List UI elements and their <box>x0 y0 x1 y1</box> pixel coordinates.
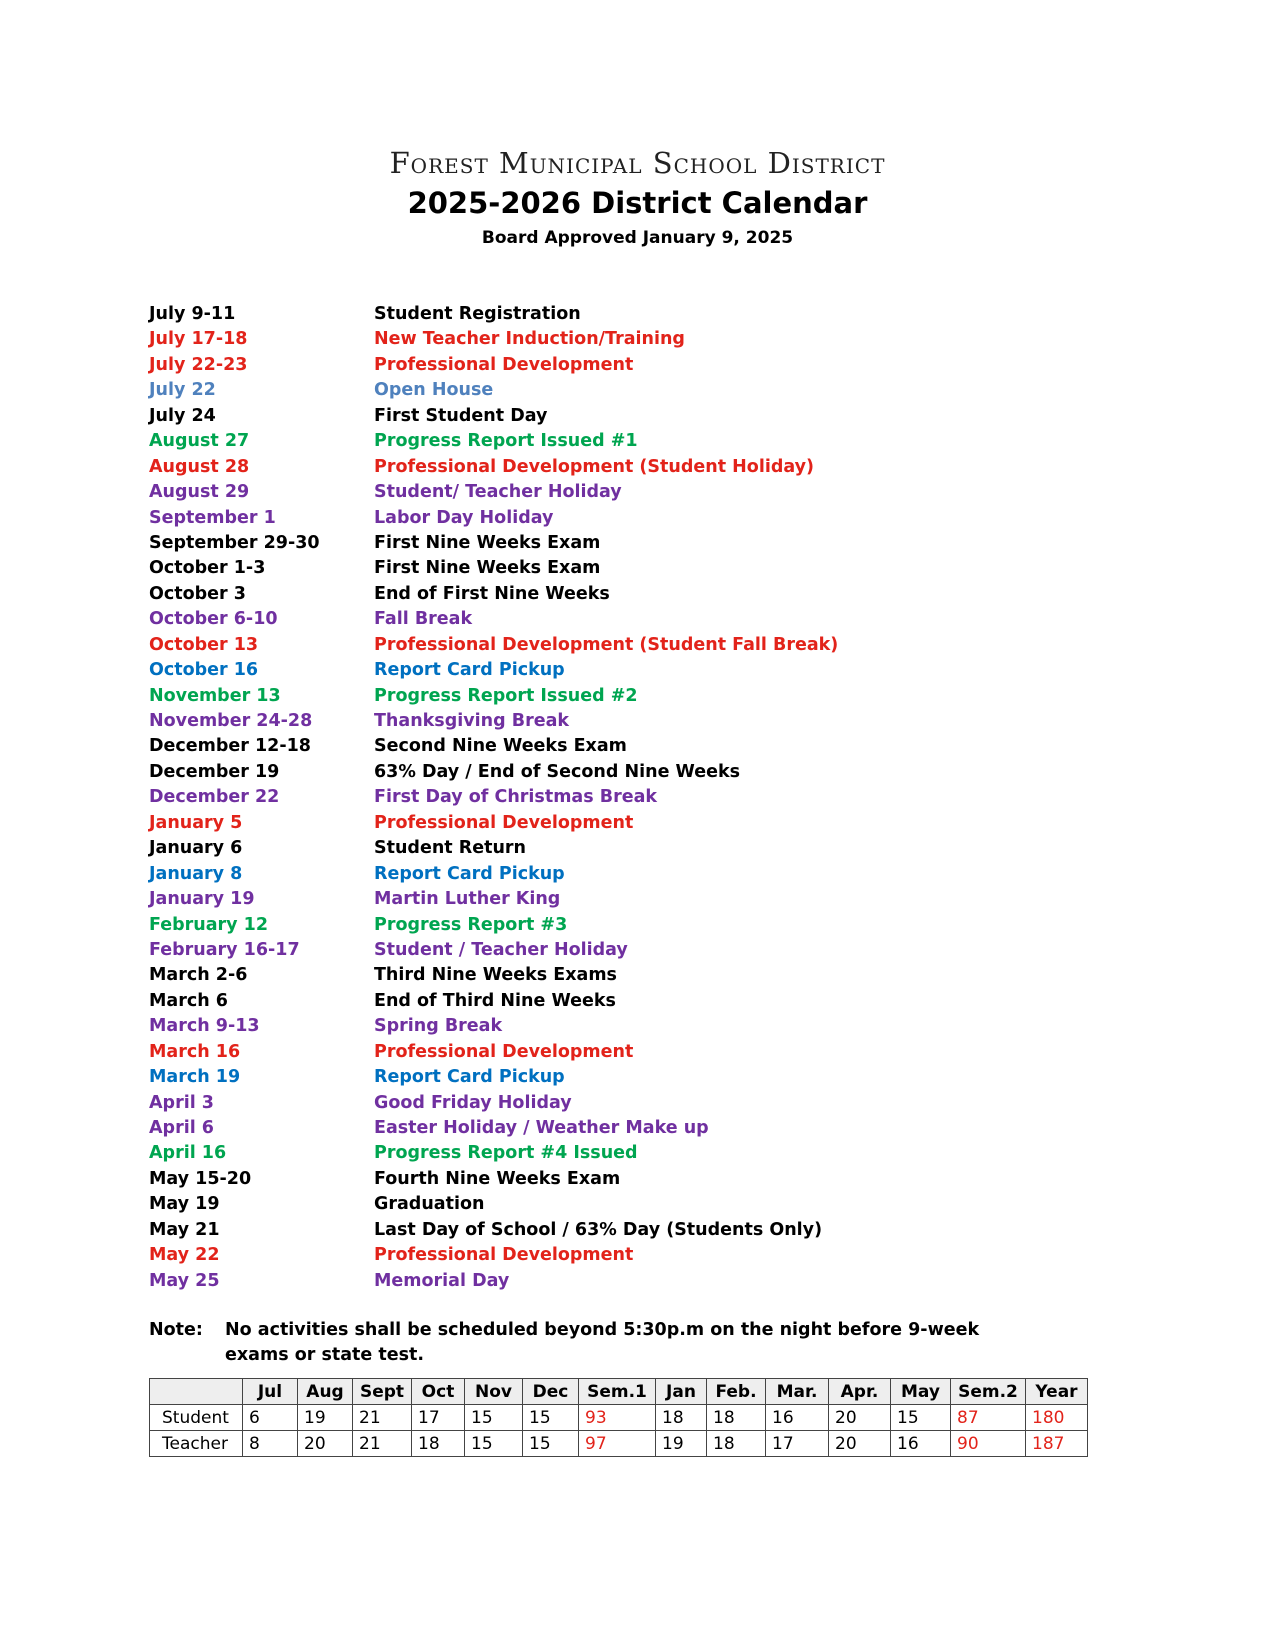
event-name: First Nine Weeks Exam <box>374 532 601 553</box>
event-date: February 12 <box>149 914 269 935</box>
event-row <box>149 963 1049 988</box>
table-cell: 18 <box>412 1431 465 1457</box>
event-date: December 22 <box>149 787 280 808</box>
table-cell: 8 <box>243 1431 298 1457</box>
table-cell: 90 <box>951 1431 1026 1457</box>
event-name: Professional Development (Student Holiday) <box>374 456 815 477</box>
events-list <box>149 302 1049 1294</box>
table-cell: 17 <box>412 1405 465 1431</box>
event-row <box>149 582 1049 607</box>
table-cell: 97 <box>579 1431 656 1457</box>
column-header: Year <box>1026 1379 1088 1405</box>
event-row <box>149 1269 1049 1294</box>
district-name: Forest Municipal School District <box>389 146 886 180</box>
event-date: October 1-3 <box>149 558 266 579</box>
event-row <box>149 404 1049 429</box>
event-date: October 13 <box>149 634 259 655</box>
event-name: First Student Day <box>374 405 548 426</box>
table-cell: 21 <box>353 1405 412 1431</box>
event-name: Second Nine Weeks Exam <box>374 736 627 757</box>
event-row <box>149 1167 1049 1192</box>
event-date: March 9-13 <box>149 1016 260 1037</box>
event-date: October 3 <box>149 583 246 604</box>
event-row <box>149 684 1049 709</box>
event-row <box>149 480 1049 505</box>
column-header: Oct <box>412 1379 465 1405</box>
event-name: Thanksgiving Break <box>374 711 570 731</box>
event-row <box>149 989 1049 1014</box>
event-date: July 17-18 <box>149 329 248 350</box>
table-cell: 187 <box>1026 1431 1088 1457</box>
table-cell: 20 <box>829 1405 891 1431</box>
event-date: April 6 <box>149 1118 214 1138</box>
event-name: Report Card Pickup <box>374 863 565 884</box>
event-row <box>149 887 1049 912</box>
event-date: November 13 <box>149 685 281 706</box>
event-date: August 28 <box>149 456 250 477</box>
event-row <box>149 556 1049 581</box>
table-cell: 20 <box>829 1431 891 1457</box>
note-text: No activities shall be scheduled beyond 5:30p.m on the night before 9-week exams or state test. <box>225 1320 980 1365</box>
table-cell: 18 <box>707 1405 766 1431</box>
event-name: Fall Break <box>374 609 473 630</box>
row-label: Teacher <box>150 1431 243 1457</box>
event-row <box>149 302 1049 327</box>
event-row <box>149 607 1049 632</box>
table-cell: 15 <box>891 1405 951 1431</box>
event-name: Professional Development <box>374 1041 634 1062</box>
event-name: First Nine Weeks Exam <box>374 558 601 579</box>
event-date: May 22 <box>149 1245 220 1266</box>
event-date: May 21 <box>149 1219 220 1240</box>
calendar-title: 2025-2026 District Calendar <box>407 186 868 220</box>
column-header: May <box>891 1379 951 1405</box>
event-date: May 25 <box>149 1270 220 1291</box>
event-row <box>149 378 1049 403</box>
event-name: Progress Report Issued #1 <box>374 431 638 452</box>
table-cell: 15 <box>523 1405 579 1431</box>
event-date: July 9-11 <box>149 304 236 324</box>
event-row <box>149 1192 1049 1217</box>
event-date: September 29-30 <box>149 532 320 553</box>
event-row <box>149 327 1049 352</box>
table-cell: 180 <box>1026 1405 1088 1431</box>
column-header: Dec <box>523 1379 579 1405</box>
event-date: January 5 <box>149 812 243 833</box>
event-date: April 16 <box>149 1143 227 1164</box>
event-row <box>149 1141 1049 1166</box>
note-label: Note: <box>149 1320 203 1340</box>
column-header: Sem.2 <box>951 1379 1026 1405</box>
column-header: Sem.1 <box>579 1379 656 1405</box>
table-cell: 93 <box>579 1405 656 1431</box>
table-cell: 16 <box>766 1405 829 1431</box>
event-name: Labor Day Holiday <box>374 507 554 528</box>
event-name: Professional Development <box>374 354 634 375</box>
event-name: Professional Development <box>374 1245 634 1266</box>
event-row <box>149 633 1049 658</box>
table-cell: 16 <box>891 1431 951 1457</box>
table-row <box>150 1431 1088 1457</box>
event-name: Report Card Pickup <box>374 1067 565 1088</box>
event-date: July 22 <box>149 380 216 401</box>
event-name: Progress Report Issued #2 <box>374 685 638 706</box>
event-name: First Day of Christmas Break <box>374 787 658 808</box>
event-date: April 3 <box>149 1092 214 1113</box>
event-name: Good Friday Holiday <box>374 1092 572 1113</box>
event-name: Professional Development <box>374 812 634 833</box>
event-date: January 19 <box>149 889 255 910</box>
event-date: May 15-20 <box>149 1168 252 1189</box>
event-name: 63% Day / End of Second Nine Weeks <box>374 761 741 782</box>
event-row <box>149 658 1049 683</box>
event-date: January 6 <box>149 838 243 859</box>
event-name: Martin Luther King <box>374 889 561 910</box>
event-name: Student Return <box>374 838 526 859</box>
column-header <box>150 1379 243 1405</box>
event-name: Open House <box>374 380 494 401</box>
column-header: Mar. <box>766 1379 829 1405</box>
event-name: Third Nine Weeks Exams <box>374 965 617 986</box>
event-date: May 19 <box>149 1194 220 1215</box>
days-table-header-row <box>150 1379 1088 1405</box>
event-row <box>149 1040 1049 1065</box>
table-row <box>150 1405 1088 1431</box>
event-date: July 24 <box>149 405 216 426</box>
event-date: August 27 <box>149 431 250 452</box>
table-cell: 19 <box>298 1405 353 1431</box>
table-cell: 20 <box>298 1431 353 1457</box>
event-name: Last Day of School / 63% Day (Students Only) <box>374 1219 823 1240</box>
event-row <box>149 1116 1049 1141</box>
event-name: New Teacher Induction/Training <box>374 329 685 350</box>
event-row <box>149 709 1049 734</box>
event-name: Student / Teacher Holiday <box>374 939 628 960</box>
row-label: Student <box>150 1405 243 1431</box>
event-date: August 29 <box>149 482 250 503</box>
table-cell: 21 <box>353 1431 412 1457</box>
column-header: Jul <box>243 1379 298 1405</box>
table-cell: 87 <box>951 1405 1026 1431</box>
event-row <box>149 455 1049 480</box>
table-cell: 15 <box>465 1405 523 1431</box>
event-row <box>149 760 1049 785</box>
event-date: July 22-23 <box>149 354 248 375</box>
event-date: March 2-6 <box>149 965 248 986</box>
event-row <box>149 1218 1049 1243</box>
event-date: March 6 <box>149 990 228 1011</box>
event-row <box>149 811 1049 836</box>
event-name: Report Card Pickup <box>374 660 565 681</box>
column-header: Aug <box>298 1379 353 1405</box>
event-row <box>149 938 1049 963</box>
event-date: March 16 <box>149 1041 241 1062</box>
event-row <box>149 429 1049 454</box>
days-count-table <box>149 1378 1088 1457</box>
table-cell: 15 <box>523 1431 579 1457</box>
event-date: November 24-28 <box>149 711 313 731</box>
event-name: Fourth Nine Weeks Exam <box>374 1168 621 1189</box>
event-name: End of First Nine Weeks <box>374 583 610 604</box>
table-cell: 18 <box>707 1431 766 1457</box>
event-date: February 16-17 <box>149 939 300 960</box>
event-row <box>149 531 1049 556</box>
event-name: Progress Report #3 <box>374 914 568 935</box>
table-cell: 19 <box>656 1431 707 1457</box>
approval-subtitle: Board Approved January 9, 2025 <box>481 228 794 248</box>
event-date: October 6-10 <box>149 609 278 630</box>
column-header: Apr. <box>829 1379 891 1405</box>
event-row <box>149 836 1049 861</box>
event-date: December 12-18 <box>149 736 311 757</box>
table-cell: 15 <box>465 1431 523 1457</box>
event-date: October 16 <box>149 660 259 681</box>
event-name: Progress Report #4 Issued <box>374 1143 638 1164</box>
event-row <box>149 734 1049 759</box>
event-row <box>149 1243 1049 1268</box>
event-name: Student/ Teacher Holiday <box>374 482 622 503</box>
event-row <box>149 1014 1049 1039</box>
event-row <box>149 1065 1049 1090</box>
table-cell: 17 <box>766 1431 829 1457</box>
event-name: Memorial Day <box>374 1270 510 1291</box>
event-date: January 8 <box>149 863 243 884</box>
event-name: End of Third Nine Weeks <box>374 990 616 1011</box>
event-date: March 19 <box>149 1067 241 1088</box>
column-header: Nov <box>465 1379 523 1405</box>
event-date: September 1 <box>149 507 276 528</box>
column-header: Sept <box>353 1379 412 1405</box>
column-header: Jan <box>656 1379 707 1405</box>
event-row <box>149 913 1049 938</box>
table-cell: 18 <box>656 1405 707 1431</box>
table-cell: 6 <box>243 1405 298 1431</box>
event-name: Easter Holiday / Weather Make up <box>374 1118 709 1138</box>
event-row <box>149 353 1049 378</box>
event-row <box>149 862 1049 887</box>
event-name: Professional Development (Student Fall Break) <box>374 634 839 655</box>
event-row <box>149 1091 1049 1116</box>
event-name: Graduation <box>374 1194 485 1215</box>
event-row <box>149 506 1049 531</box>
days-table-body <box>150 1405 1088 1457</box>
event-name: Spring Break <box>374 1016 503 1037</box>
column-header: Feb. <box>707 1379 766 1405</box>
event-name: Student Registration <box>374 304 581 324</box>
event-date: December 19 <box>149 761 280 782</box>
event-row <box>149 785 1049 810</box>
